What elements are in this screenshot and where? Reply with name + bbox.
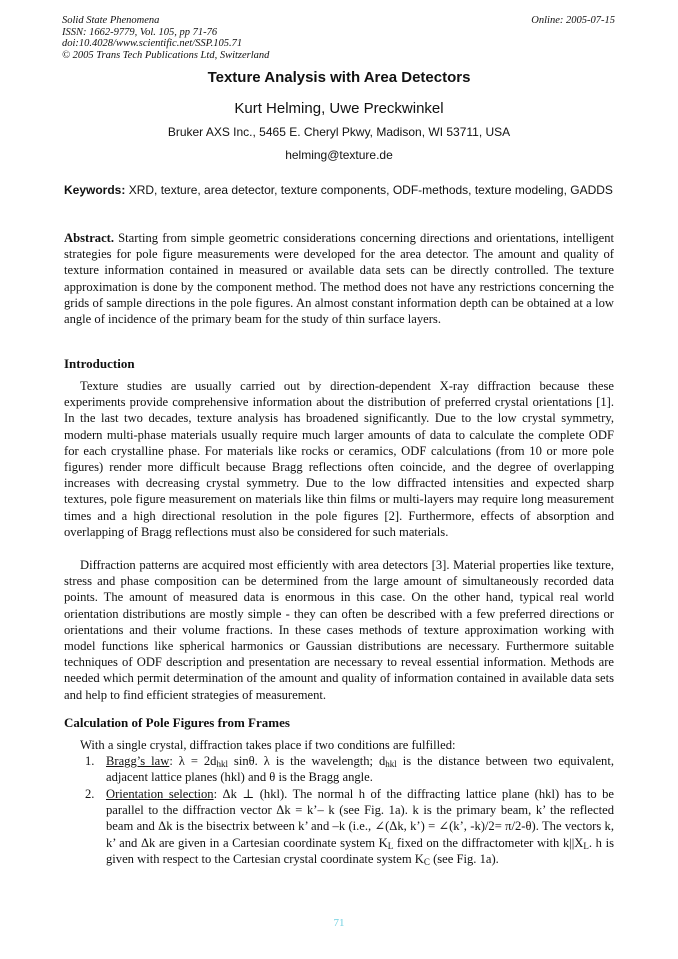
subscript: C (423, 856, 430, 867)
doi-line: doi:10.4028/www.scientific.net/SSP.105.71 (62, 38, 243, 49)
journal-name: Solid State Phenomena (62, 15, 160, 26)
abstract (64, 230, 614, 327)
section-heading-calculation: Calculation of Pole Figures from Frames (64, 715, 290, 730)
condition-text: sinθ. λ is the wavelength; d (227, 754, 386, 768)
copyright-line: © 2005 Trans Tech Publications Ltd, Switzerland (62, 49, 270, 61)
subscript: L (387, 840, 394, 851)
intro-paragraph-1: Texture studies are usually carried out by direction-dependent X-ray diffraction because these experiments provide comprehensive information about the distribution of preferred crystal orientations [1]. In the last two decades, texture analysis has broadened significantly. Due to the low crystal symmetry, modern multi-phase materials usually require much larger amounts of data to calculate the complete ODF for each crystalline phase. For materials like rocks or ceramics, ODF calculations (from 10 or more pole figures) render more difficult because Bragg reflections often coincide, and the degree of overlapping increases with decreasing crystal symmetry. Due to the low diffracted intensities and expected sharp textures, pole figure measurement on materials like thin films or multi-layers may require long measurement times and a high directional resolution in the pole figures [2]. Furthermore, effects of absorption and overlapping of Bragg reflections must also be considered for such materials. (64, 379, 614, 539)
subscript: hkl (385, 759, 397, 769)
authors: Kurt Helming, Uwe Preckwinkel (234, 100, 444, 117)
condition-text: : λ = 2d (169, 754, 217, 768)
condition-term: Orientation selection (106, 787, 214, 801)
abstract-text: Starting from simple geometric considerations concerning directions and orientations, intelligent strategies for pole figure measurements were developed for the area detector. The amount and quality of texture information contained in measured or available data sets can be directly controlled. The texture approximation is done by the component method. The method does not have any restrictions concerning the grids of sample directions in the pole figures. An almost constant information depth can be obtained at a low angle of incidence of the primary beam for the study of thin surface layers. (64, 231, 614, 327)
condition-text: fixed on the diffractometer with k||X (393, 835, 584, 850)
affiliation: Bruker AXS Inc., 5465 E. Cheryl Pkwy, Madison, WI 53711, USA (167, 125, 511, 139)
list-number: 2. (85, 787, 95, 801)
intro-paragraph-2: Diffraction patterns are acquired most efficiently with area detectors [3]. Material properties like texture, stress and phase composition can be determined from the large amount of simultaneously recorded data points. The amount of measured data is enormous in this case. On the other hand, typical real world orientation distributions are mostly simple - they can often be described with a few preferred directions or orientations and their volume fractions. In these cases methods of texture approximation working with model functions like spherical harmonics or Gaussian distributions are necessary. Furthermore suitable techniques of ODF description and presentation are necessary to reveal essential information. Methods are needed which permit determination of the amount and quality of information contained in available data sets and help to find efficient strategies of measurement. (64, 558, 614, 702)
list-number: 1. (85, 754, 95, 768)
subscript: hkl (216, 759, 228, 769)
page-number: 71 (333, 917, 345, 929)
condition-text: (see Fig. 1a). (429, 851, 499, 866)
paper-title: Texture Analysis with Area Detectors (207, 69, 471, 86)
online-date: Online: 2005-07-15 (531, 15, 615, 26)
keywords-label: Keywords: (64, 183, 126, 197)
section-heading-introduction: Introduction (64, 356, 135, 371)
abstract-label: Abstract. (64, 231, 115, 245)
keywords-text: XRD, texture, area detector, texture components, ODF-methods, texture modeling, GADDS (125, 183, 613, 197)
condition-text: : Δk ⊥ (hkl). The normal h of the diffracting lattice plane (hkl) has to be parallel to the diffraction vector Δk = k’– k (see Fig. 1a). k is the primary beam, k’ the reflected beam and Δk is the bisectrix between k’ and –k (i.e., ∠(Δk, k’) = ∠(k’, -k)/2= π/2-θ). The vectors k, k’ and Δk are given in a Cartesian coordinate system K (106, 787, 614, 850)
condition-list-item (64, 753, 614, 785)
condition-text: . h is given with respect to the Cartesian crystal coordinate system K (106, 835, 614, 866)
condition-list-item (64, 786, 614, 867)
condition-term: Bragg’s law (106, 754, 170, 768)
subscript: L (583, 840, 589, 851)
author-email: helming@texture.de (285, 148, 393, 162)
condition-text: is the distance between two equivalent, adjacent lattice planes (hkl) and θ is the Bragg angle. (106, 754, 614, 785)
calculation-intro: With a single crystal, diffraction takes place if two conditions are fulfilled: (80, 738, 456, 752)
keywords (64, 182, 614, 198)
issn-line: ISSN: 1662-9779, Vol. 105, pp 71-76 (62, 26, 218, 38)
journal-header (62, 15, 269, 61)
